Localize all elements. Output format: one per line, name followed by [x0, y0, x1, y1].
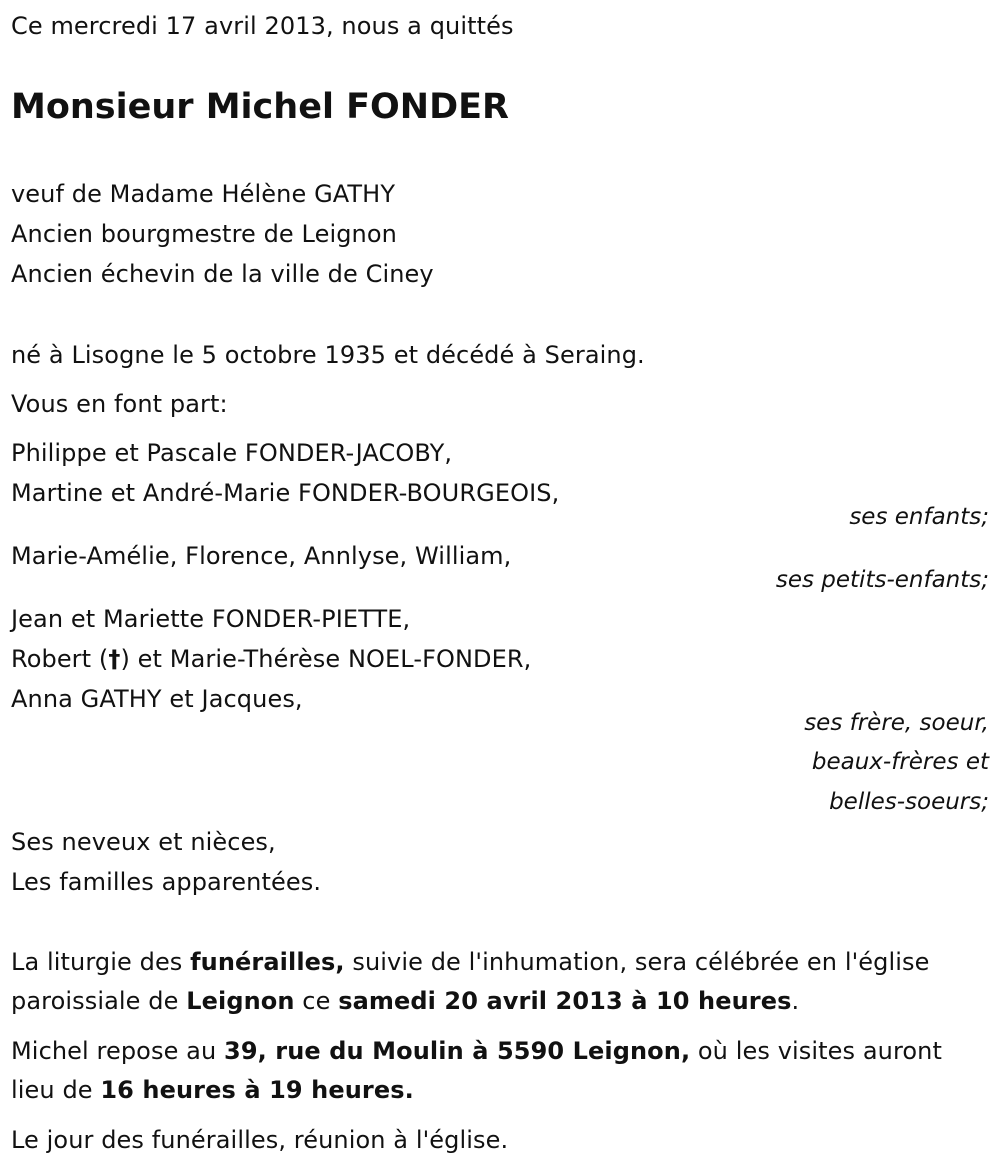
cross-icon: † [108, 645, 121, 673]
rest-address: 39, rue du Moulin à 5590 Leignon, [224, 1037, 691, 1065]
funeral-text: suivie de l'inhumation, sera célébrée en l'église [344, 948, 930, 976]
sibling-line-1: Jean et Mariette FONDER-PIETTE, [11, 605, 411, 633]
sibling-line-3: Anna GATHY et Jacques, [11, 685, 303, 713]
child-line-2: Martine et André-Marie FONDER-BOURGEOIS, [11, 479, 560, 507]
funeral-line-2 [11, 987, 799, 1015]
sibling-line-2 [11, 645, 531, 673]
sibling-line-2-end: ) et Marie-Thérèse NOEL-FONDER, [120, 645, 532, 673]
funeral-location: Leignon [186, 987, 295, 1015]
funeral-text: ce [294, 987, 339, 1015]
siblings-role-3: belles-soeurs; [829, 789, 989, 815]
nephews-line: Ses neveux et nièces, [11, 828, 276, 856]
funeral-text: . [791, 987, 800, 1015]
deceased-name: Monsieur Michel FONDER [11, 87, 509, 127]
rest-text: lieu de [11, 1076, 101, 1104]
rest-line-2 [11, 1076, 414, 1104]
title-alderman: Ancien échevin de la ville de Ciney [11, 260, 434, 288]
funeral-date: samedi 20 avril 2013 à 10 heures [338, 987, 792, 1015]
grandchildren-line: Marie-Amélie, Florence, Annlyse, William, [11, 542, 512, 570]
sibling-line-2-start: Robert ( [11, 645, 109, 673]
siblings-role-1: ses frère, soeur, [804, 710, 989, 736]
birth-death-line: né à Lisogne le 5 octobre 1935 et décédé à Seraing. [11, 341, 645, 369]
visit-hours: 16 heures à 19 heures. [100, 1076, 414, 1104]
announce-line: Vous en font part: [11, 390, 228, 418]
rest-text: Michel repose au [11, 1037, 225, 1065]
rest-line-1 [11, 1037, 942, 1065]
families-line: Les familles apparentées. [11, 868, 322, 896]
children-role: ses enfants; [849, 504, 989, 530]
intro-line: Ce mercredi 17 avril 2013, nous a quittés [11, 12, 514, 40]
meeting-line: Le jour des funérailles, réunion à l'église. [11, 1126, 509, 1154]
grandchildren-role: ses petits-enfants; [775, 567, 989, 593]
title-mayor: Ancien bourgmestre de Leignon [11, 220, 397, 248]
rest-text: où les visites auront [690, 1037, 943, 1065]
title-widower: veuf de Madame Hélène GATHY [11, 180, 396, 208]
funeral-line-1 [11, 948, 930, 976]
funeral-emphasis: funérailles, [190, 948, 345, 976]
funeral-text: paroissiale de [11, 987, 187, 1015]
funeral-text: La liturgie des [11, 948, 191, 976]
child-line-1: Philippe et Pascale FONDER-JACOBY, [11, 439, 453, 467]
siblings-role-2: beaux-frères et [811, 749, 989, 775]
